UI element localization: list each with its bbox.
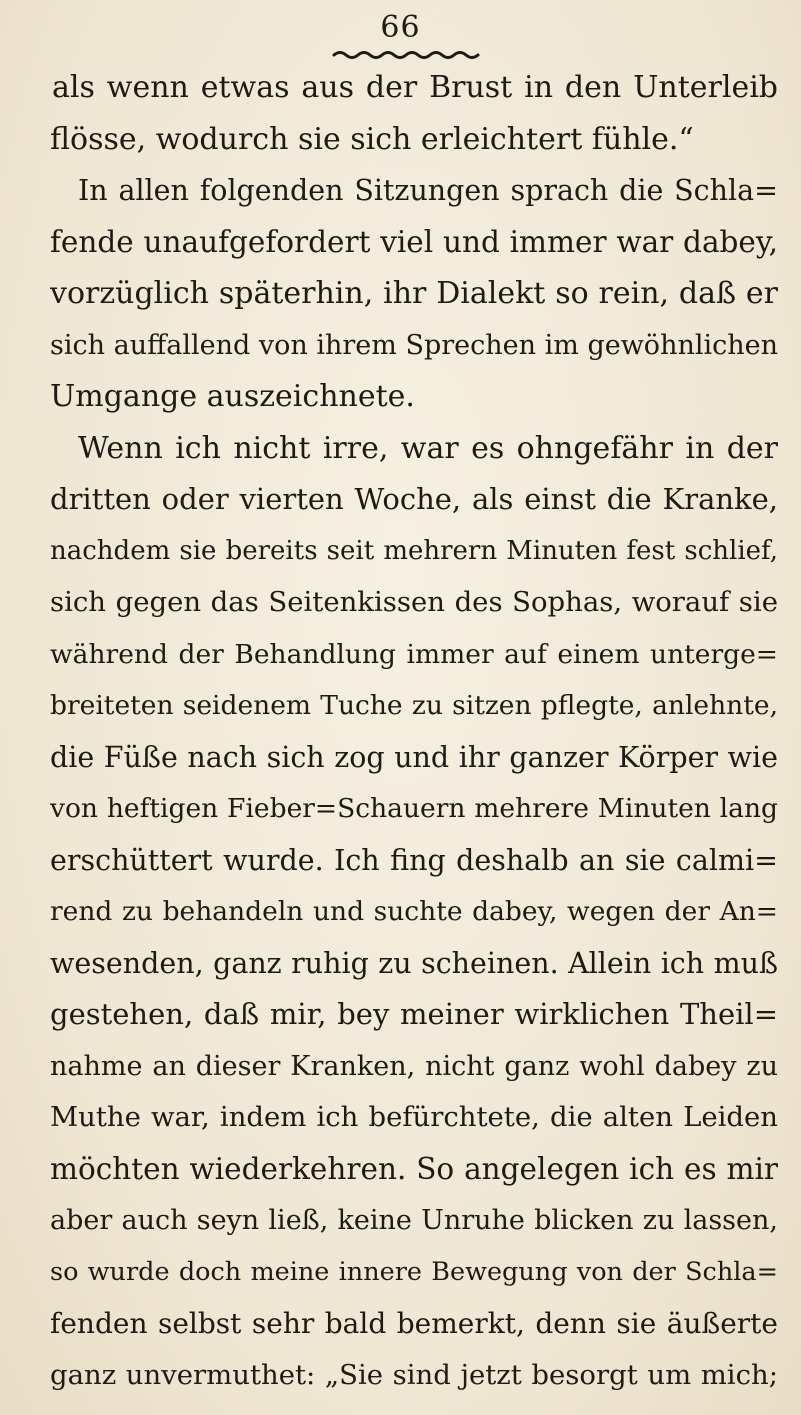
text-line: nachdem sie bereits seit mehrern Minuten fest schlief, (50, 535, 778, 566)
text-line: sich auffallend von ihrem Sprechen im gewöhnlichen (50, 329, 778, 361)
text-line: fenden selbst sehr bald bemerkt, denn sie äußerte (50, 1307, 778, 1340)
text-line: gestehen, daß mir, bey meiner wirklichen Theil= (50, 997, 778, 1031)
text-line: als wenn etwas aus der Brust in den Unterleib (52, 70, 778, 105)
text-line: aber auch seyn ließ, keine Unruhe blicken zu lassen, (50, 1205, 778, 1236)
text-line: rend zu behandeln und suchte dabey, wegen der An= (50, 896, 778, 927)
text-line: Wenn ich nicht irre, war es ohngefähr in der (78, 430, 778, 466)
text-line: flösse, wodurch sie sich erleichtert fühle.“ (50, 121, 694, 157)
text-line: die Füße nach sich zog und ihr ganzer Körper wie (50, 740, 778, 774)
text-line: möchten wiederkehren. So angelegen ich es mir (50, 1151, 778, 1186)
text-line: wesenden, ganz ruhig zu scheinen. Allein ich muß (50, 946, 778, 980)
text-line: während der Behandlung immer auf einem unterge= (50, 638, 778, 670)
text-line: nahme an dieser Kranken, nicht ganz wohl dabey zu (50, 1050, 778, 1082)
text-line: fende unaufgefordert viel und immer war dabey, (50, 224, 778, 259)
text-line: In allen folgenden Sitzungen sprach die Schla= (78, 174, 778, 207)
text-line: vorzüglich späterhin, ihr Dialekt so rein, daß er (50, 276, 778, 311)
decorative-rule-ornament (332, 48, 482, 60)
text-line: von heftigen Fieber=Schauern mehrere Minuten lang (50, 793, 778, 824)
text-line: breiteten seidenem Tuche zu sitzen pflegte, anlehnte, (50, 690, 778, 721)
text-line: dritten oder vierten Woche, als einst die Kranke, (50, 482, 778, 516)
text-line: ganz unvermuthet: „Sie sind jetzt besorgt um mich; (50, 1358, 778, 1391)
text-line: sich gegen das Seitenkissen des Sophas, worauf sie (50, 586, 778, 618)
page-text (50, 62, 778, 1401)
text-line: so wurde doch meine innere Bewegung von der Schla= (50, 1256, 778, 1287)
text-line: Muthe war, indem ich befürchtete, die alten Leiden (50, 1101, 778, 1133)
text-line: Umgange auszeichnete. (50, 379, 415, 414)
text-line: erschüttert wurde. Ich fing deshalb an sie calmi= (50, 843, 778, 877)
page-number: 66 (380, 10, 421, 45)
